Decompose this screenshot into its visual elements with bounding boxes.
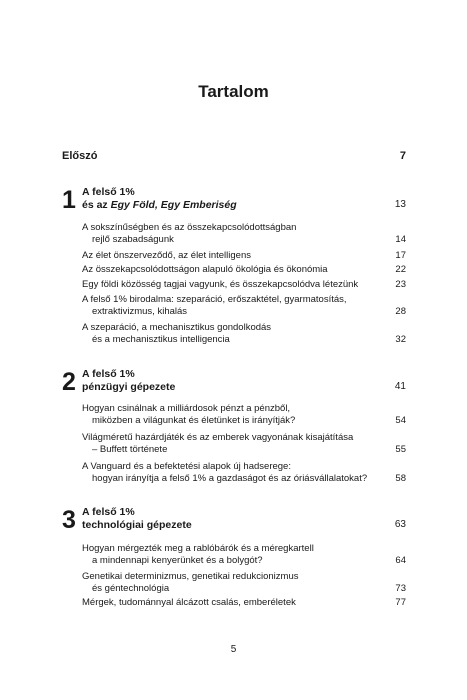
page-number: 5 <box>230 644 237 655</box>
chapter-1-heading[interactable] <box>62 186 406 214</box>
toc-entry[interactable]: A szeparáció, a mechanisztikus gondolkodás és a mechanisztikus intelligencia 32 <box>82 322 406 345</box>
page-title: Tartalom <box>198 82 269 101</box>
chapter-3-heading[interactable] <box>62 506 406 534</box>
chapter-number: 3 <box>62 506 76 534</box>
chapter-title-line2: pénzügyi gépezete <box>82 381 176 393</box>
chapter-number: 2 <box>62 368 76 396</box>
foreword-label: Előszó <box>62 150 98 162</box>
toc-entry[interactable]: A felső 1% birodalma: szeparáció, erőszaktétel, gyarmatosítás, extraktivizmus, kihalás 28 <box>82 294 406 317</box>
toc-entry[interactable]: A Vanguard és a befektetési alapok új hadserege: hogyan irányítja a felső 1% a gazdaságot és az óriásvállalatokat? 58 <box>82 461 406 484</box>
chapter-title-line1: A felső 1% <box>82 186 135 198</box>
toc-entry[interactable]: Egy földi közösség tagjai vagyunk, és összekapcsolódva létezünk 23 <box>82 279 406 290</box>
chapter-title-line1: A felső 1% <box>82 368 135 380</box>
foreword-page: 7 <box>399 150 406 162</box>
toc-entry[interactable]: Hogyan mérgezték meg a rablóbárók és a méregkartell a mindennapi kenyerünket és a bolygót? 64 <box>82 543 406 566</box>
toc-foreword[interactable] <box>62 150 406 162</box>
chapter-2-heading[interactable] <box>62 368 406 396</box>
chapter-title-line2: technológiai gépezete <box>82 519 192 531</box>
toc-entry[interactable]: Mérgek, tudománnyal álcázott csalás, emberéletek 77 <box>82 597 406 608</box>
toc-entry[interactable]: Az élet önszerveződő, az élet intelligens 17 <box>82 250 406 261</box>
toc-entry[interactable]: A sokszínűségben és az összekapcsolódottságban rejlő szabadságunk 14 <box>82 222 406 245</box>
chapter-title-line1: A felső 1% <box>82 506 135 518</box>
toc-entry[interactable]: Az összekapcsolódottságon alapuló ökológia és ökonómia 22 <box>82 264 406 275</box>
chapter-page: 41 <box>394 381 406 392</box>
chapter-page: 13 <box>394 199 406 210</box>
chapter-title-line2: és az Egy Föld, Egy Emberiség <box>82 199 237 211</box>
toc-entry[interactable]: Genetikai determinizmus, genetikai redukcionizmus és géntechnológia 73 <box>82 571 406 594</box>
toc-entry[interactable]: Hogyan csinálnak a milliárdosok pénzt a pénzből, miközben a világunkat és életünket is irányítják? 54 <box>82 403 406 426</box>
toc-entry[interactable]: Világméretű hazárdjáték és az emberek vagyonának kisajátítása – Buffett története 55 <box>82 432 406 455</box>
chapter-page: 63 <box>394 519 406 530</box>
chapter-number: 1 <box>62 186 76 214</box>
